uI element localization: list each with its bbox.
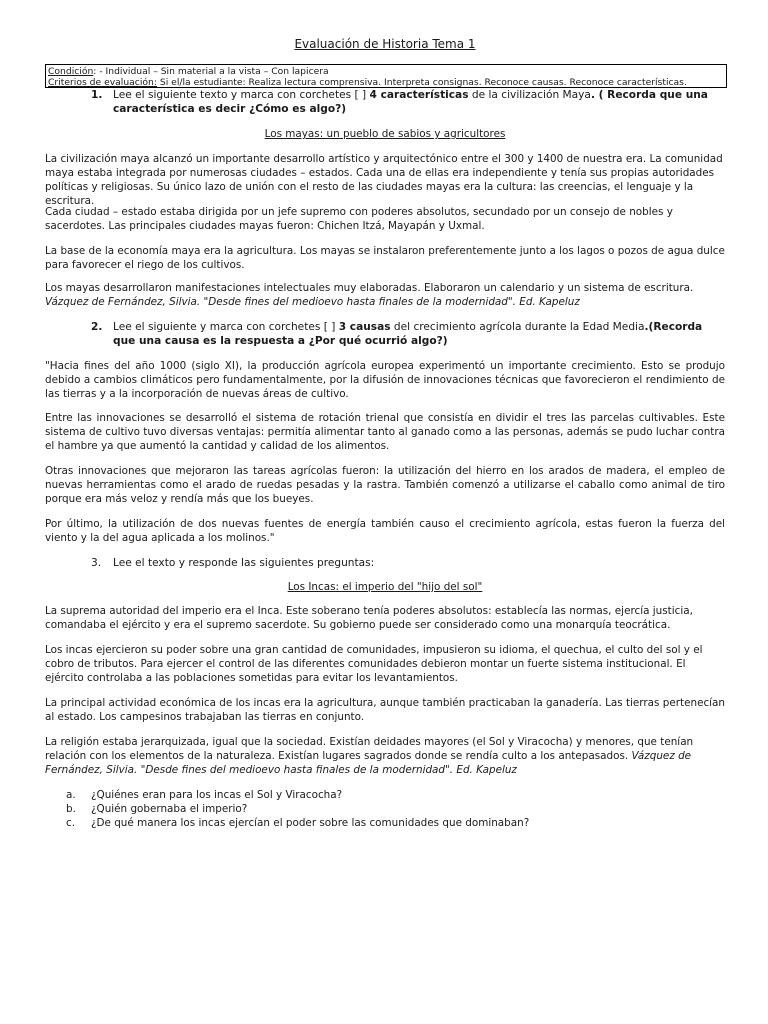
incas-paragraph-2: Los incas ejercieron su poder sobre una gran cantidad de comunidades, impusieron su idioma, el quechua, el culto del sol y el cobro de tributos. Para ejercer el control de las diferentes comunidades debieron montar un fuerte sistema institucional. El ejército controlaba a las poblaciones sometidas para evitar los levantamientos. bbox=[45, 644, 703, 684]
incas-paragraph-4 bbox=[45, 735, 725, 777]
list-marker: b. bbox=[66, 803, 76, 815]
agricola-paragraph-2: Entre las innovaciones se desarrolló el sistema de rotación trienal que consistía en dividir el tres las parcelas cultivables. Este sistema de cultivo tuvo diversas ventajas: permitía alimentar tanto al ganado como a las personas, además se pudo luchar contra el hambre ya que aumentó la cantidad y calidad de los alimentos. bbox=[45, 412, 725, 452]
question-1-number: 1. bbox=[91, 89, 103, 101]
condition-text: : - Individual – Sin material a la vista – Con lapicera bbox=[93, 66, 329, 77]
question-1-bold-b: . ( Recorda que una característica es decir ¿Cómo es algo?) bbox=[113, 89, 708, 115]
mayas-paragraph-3: La base de la economía maya era la agricultura. Los mayas se instalaron preferentemente junto a los lagos o pozos de agua dulce para favorecer el riego de los cultivos. bbox=[45, 245, 725, 271]
mayas-citation: Vázquez de Fernández, Silvia. "Desde fines del medioevo hasta finales de la modernidad". Ed. Kapeluz bbox=[45, 296, 580, 308]
question-2 bbox=[91, 320, 721, 348]
list-item bbox=[66, 788, 666, 802]
agricola-paragraph-1: "Hacia fines del año 1000 (siglo XI), la producción agrícola europea experimentó un importante crecimiento. Esto se produjo debido a cambios climáticos pero fundamentalmente, por la difusión de innovaciones técnicas que favorecieron el rendimiento de las tierras y a la incorporación de nuevas áreas de cultivo. bbox=[45, 360, 725, 400]
list-item-text: ¿Quién gobernaba el imperio? bbox=[91, 803, 248, 815]
list-item-text: ¿Quiénes eran para los incas el Sol y Viracocha? bbox=[91, 789, 343, 801]
question-1-bold-a: 4 características bbox=[369, 89, 469, 101]
question-2-text-b: del crecimiento agrícola durante la Edad Media bbox=[390, 321, 645, 333]
criteria-box bbox=[45, 64, 727, 88]
incas-paragraph-4-text: La religión estaba jerarquizada, igual que la sociedad. Existían deidades mayores (el Sol y Viracocha) y menores, que tenían relación con los elementos de la naturaleza. Existían lugares sagrados donde se rendía culto a los antepasados. bbox=[45, 736, 694, 762]
question-1-text-b: de la civilización Maya bbox=[468, 89, 591, 101]
question-2-number: 2. bbox=[91, 321, 103, 333]
condition-label: Condición bbox=[48, 66, 94, 77]
question-list bbox=[66, 788, 666, 830]
criteria-line bbox=[48, 77, 724, 88]
question-1-text-a: Lee el siguiente texto y marca con corchetes [ ] bbox=[113, 89, 370, 101]
list-item-text: ¿De qué manera los incas ejercían el poder sobre las comunidades que dominaban? bbox=[91, 817, 530, 829]
mayas-paragraph-1: La civilización maya alcanzó un importante desarrollo artístico y arquitectónico entre el 300 y 1400 de nuestra era. La comunidad maya estaba integrada por numerosas ciudades – estados. Cada una de ellas era independiente y tenía sus propias autoridades políticas y religiosas. Su único lazo de unión con el resto de las ciudades mayas era la cultura: las creencias, el lenguaje y la escritura. bbox=[45, 153, 723, 207]
agricola-paragraph-4: Por último, la utilización de dos nuevas fuentes de energía también causo el crecimiento agrícola, estas fueron la fuerza del viento y la del agua aplicada a los molinos." bbox=[45, 518, 725, 544]
agricola-paragraph-3: Otras innovaciones que mejoraron las tareas agrícolas fueron: la utilización del hierro en los arados de madera, el empleo de nuevas herramientas como el arado de ruedas pesadas y la rastra. También comenzó a utilizarse el caballo como animal de tiro porque era más veloz y rendía más que los bueyes. bbox=[45, 465, 725, 505]
list-marker: c. bbox=[66, 817, 76, 829]
mayas-paragraph-4-text: Los mayas desarrollaron manifestaciones intelectuales muy elaboradas. Elaboraron un calendario y un sistema de escritura. bbox=[45, 282, 694, 294]
question-3-number: 3. bbox=[91, 557, 102, 569]
list-marker: a. bbox=[66, 789, 76, 801]
incas-subtitle: Los Incas: el imperio del "hijo del sol" bbox=[287, 581, 483, 593]
criteria-text: Si el/la estudiante: Realiza lectura comprensiva. Interpreta consignas. Reconoce causas. Reconoce características. bbox=[156, 77, 687, 88]
mayas-paragraph-4 bbox=[45, 281, 725, 309]
condition-line bbox=[48, 66, 724, 77]
mayas-subtitle: Los mayas: un pueblo de sabios y agricultores bbox=[264, 128, 506, 140]
page-title: Evaluación de Historia Tema 1 bbox=[294, 37, 476, 51]
mayas-paragraph-2: Cada ciudad – estado estaba dirigida por un jefe supremo con poderes absolutos, secundado por un consejo de nobles y sacerdotes. Las principales ciudades mayas fueron: Chichen Itzá, Mayapán y Uxmal. bbox=[45, 206, 673, 232]
criteria-label: Criterios de evaluación: bbox=[48, 77, 157, 88]
list-item bbox=[66, 816, 666, 830]
question-3 bbox=[91, 556, 721, 570]
question-2-text-a: Lee el siguiente y marca con corchetes [ ] bbox=[113, 321, 339, 333]
question-2-bold-b: .(Recorda que una causa es la respuesta a ¿Por qué ocurrió algo?) bbox=[113, 321, 703, 347]
list-item bbox=[66, 802, 666, 816]
question-3-text: Lee el texto y responde las siguientes preguntas: bbox=[113, 557, 375, 569]
incas-paragraph-3: La principal actividad económica de los incas era la agricultura, aunque también practicaban la ganadería. Las tierras pertenecían al estado. Los campesinos trabajaban las tierras en conjunto. bbox=[45, 697, 726, 723]
incas-citation: Vázquez de Fernández, Silvia. "Desde fines del medioevo hasta finales de la modernidad". Ed. Kapeluz bbox=[45, 750, 692, 776]
incas-paragraph-1: La suprema autoridad del imperio era el Inca. Este soberano tenía poderes absolutos: establecía las normas, ejercía justicia, comandaba el ejército y era el supremo sacerdote. Su gobierno puede ser considerado como una monarquía teocrática. bbox=[45, 605, 693, 631]
question-2-bold-a: 3 causas bbox=[338, 321, 391, 333]
question-1 bbox=[91, 88, 721, 116]
